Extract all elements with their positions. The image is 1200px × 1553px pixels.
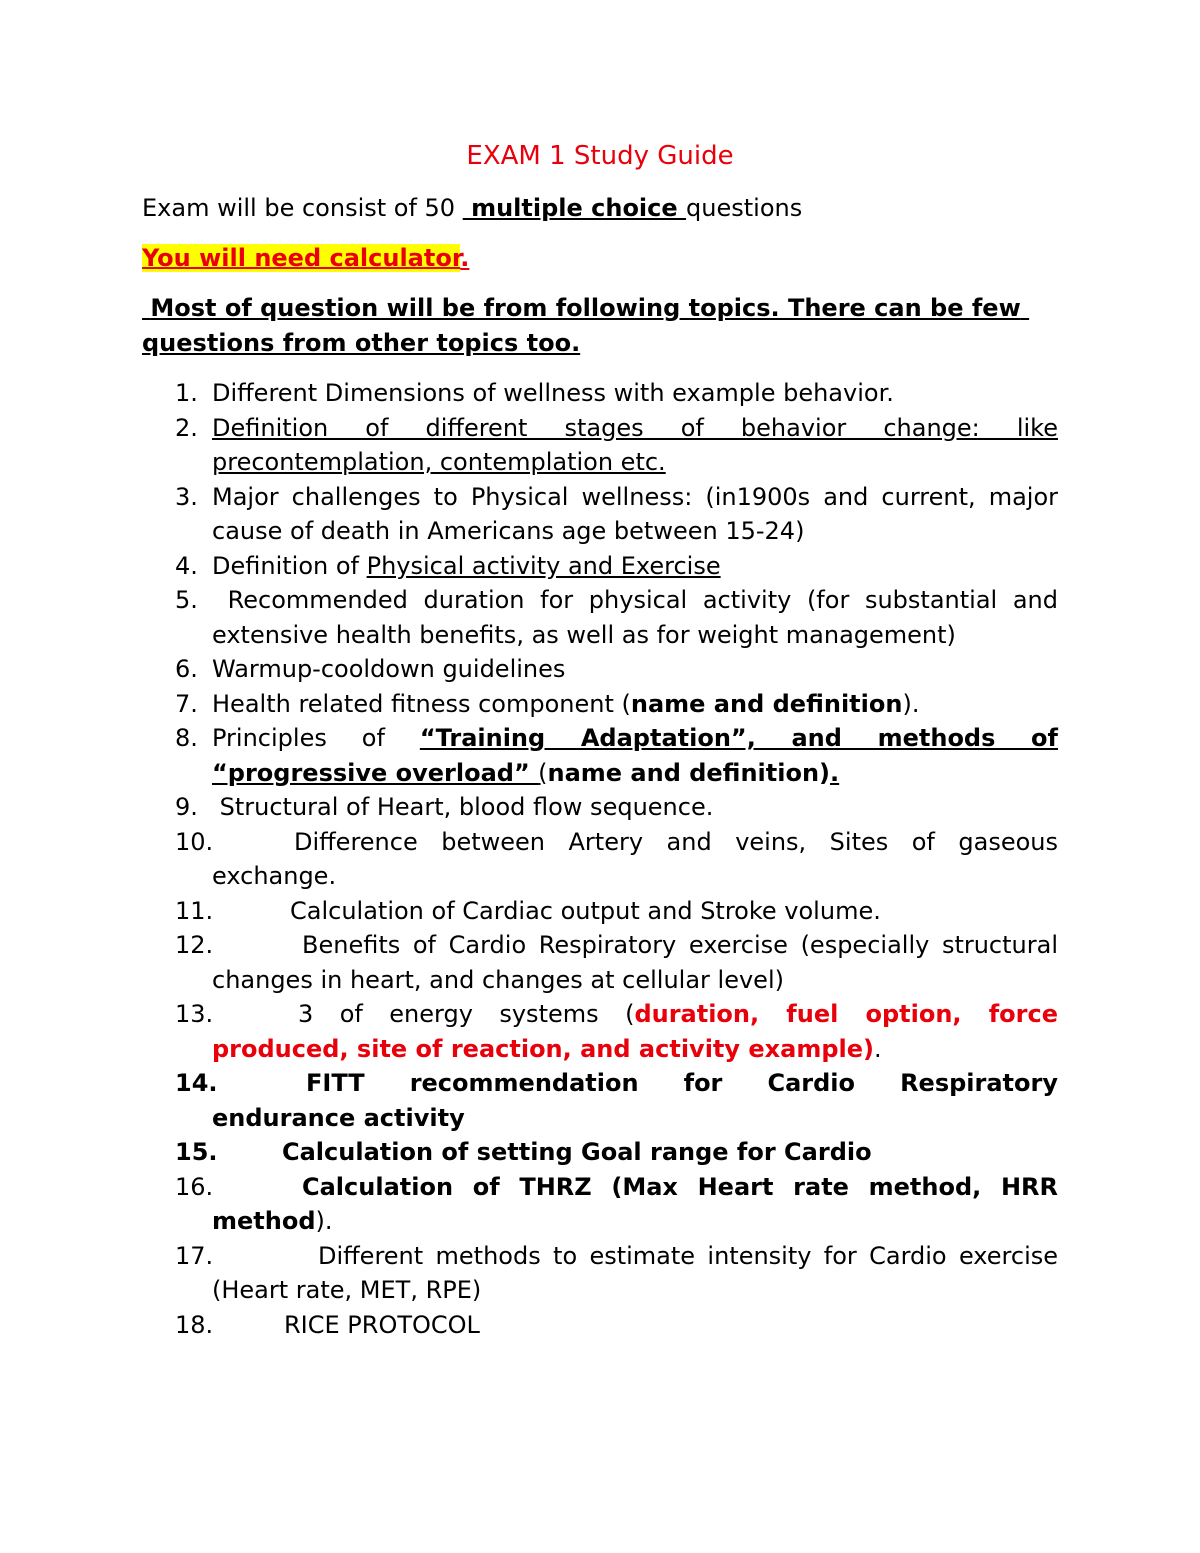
page-title: EXAM 1 Study Guide bbox=[466, 141, 734, 171]
item-number: 2. bbox=[175, 413, 198, 442]
item-number: 15. bbox=[175, 1138, 218, 1166]
exam-format-emphasis: multiple choice bbox=[462, 194, 687, 222]
item-emphasis: duration, fuel option, force produced, site of reaction, and activity example) bbox=[212, 1000, 1058, 1063]
item-number: 1. bbox=[175, 379, 198, 407]
item-text: Warmup-cooldown guidelines bbox=[212, 655, 566, 683]
list-item bbox=[0, 1066, 1058, 1135]
item-number: 14. bbox=[175, 1069, 218, 1097]
item-text: RICE PROTOCOL bbox=[284, 1310, 480, 1339]
list-item bbox=[0, 687, 1058, 722]
list-item bbox=[0, 652, 1058, 687]
calculator-note bbox=[142, 241, 1058, 276]
list-item bbox=[0, 790, 1058, 825]
list-item bbox=[0, 411, 1058, 480]
item-text-end: ). bbox=[902, 689, 920, 718]
item-number: 6. bbox=[175, 655, 198, 683]
exam-format-text: Exam will be consist of 50 bbox=[142, 194, 463, 222]
list-item bbox=[0, 997, 1058, 1066]
list-item bbox=[0, 1308, 1058, 1343]
list-item bbox=[0, 721, 1058, 790]
list-item bbox=[0, 825, 1058, 894]
item-emphasis: “Training Adaptation”, and methods of “progressive overload” bbox=[212, 724, 1058, 787]
item-number: 12. bbox=[175, 931, 214, 959]
item-paren: ( bbox=[538, 758, 548, 787]
item-text: Difference between Artery and veins, Sites of gaseous exchange. bbox=[212, 827, 1058, 890]
list-item bbox=[0, 480, 1058, 549]
item-number: 13. bbox=[175, 1000, 214, 1028]
item-text: Different methods to estimate intensity for Cardio exercise (Heart rate, MET, RPE) bbox=[212, 1241, 1058, 1304]
item-text-end: . bbox=[874, 1034, 882, 1063]
item-text: Calculation of Cardiac output and Stroke volume. bbox=[290, 896, 881, 925]
item-text-end: . bbox=[830, 758, 840, 787]
item-emphasis-2: name and definition) bbox=[547, 758, 831, 787]
item-text: Different Dimensions of wellness with example behavior. bbox=[212, 379, 894, 407]
item-text: 3 of energy systems ( bbox=[298, 1000, 635, 1028]
item-number: 8. bbox=[175, 724, 198, 752]
item-text: Calculation of THRZ (Max Heart rate method, HRR method bbox=[212, 1172, 1058, 1235]
item-text: Recommended duration for physical activity (for substantial and extensive health benefits, as well as for weight management) bbox=[212, 586, 1066, 649]
item-text: FITT recommendation for Cardio Respiratory endurance activity bbox=[212, 1069, 1058, 1132]
list-item bbox=[0, 928, 1058, 997]
item-text: Benefits of Cardio Respiratory exercise (especially structural changes in heart, and changes at cellular level) bbox=[212, 931, 1058, 994]
calculator-highlight: You will need calculator bbox=[142, 244, 461, 272]
item-text: Definition of different stages of behavior change: like precontemplation, contemplation etc. bbox=[212, 413, 1058, 476]
item-number: 3. bbox=[175, 482, 198, 511]
item-text: Health related fitness component ( bbox=[212, 689, 631, 718]
item-number: 7. bbox=[175, 689, 198, 718]
item-number: 16. bbox=[175, 1172, 214, 1201]
item-emphasis: name and definition bbox=[630, 689, 903, 718]
item-number: 5. bbox=[175, 586, 198, 614]
exam-format-line bbox=[142, 191, 1058, 226]
item-number: 4. bbox=[175, 551, 198, 580]
list-item bbox=[0, 376, 1058, 411]
topics-heading: Most of question will be from following topics. There can be few questions from other topics too. bbox=[142, 294, 1030, 357]
item-text: Definition of bbox=[212, 551, 367, 580]
item-number: 10. bbox=[175, 827, 214, 856]
list-item bbox=[0, 549, 1058, 584]
list-item bbox=[0, 1170, 1058, 1239]
item-text: Structural of Heart, blood flow sequence. bbox=[212, 793, 714, 821]
calculator-period: . bbox=[460, 244, 470, 272]
item-text-end: ). bbox=[315, 1207, 333, 1235]
exam-format-end: questions bbox=[686, 194, 803, 222]
item-text: Calculation of setting Goal range for Cardio bbox=[282, 1138, 872, 1166]
item-number: 17. bbox=[175, 1241, 214, 1270]
item-emphasis: Physical activity and Exercise bbox=[366, 551, 721, 580]
topic-list bbox=[0, 376, 1200, 1342]
list-item bbox=[0, 583, 1066, 652]
list-item bbox=[0, 1135, 1058, 1170]
list-item bbox=[0, 1239, 1058, 1308]
item-text: Major challenges to Physical wellness: (in1900s and current, major cause of death in Americans age between 15-24) bbox=[212, 482, 1058, 545]
item-number: 9. bbox=[175, 793, 198, 821]
item-number: 11. bbox=[175, 896, 214, 925]
item-text: Principles of bbox=[212, 724, 420, 752]
item-number: 18. bbox=[175, 1310, 214, 1339]
list-item bbox=[0, 894, 1058, 929]
